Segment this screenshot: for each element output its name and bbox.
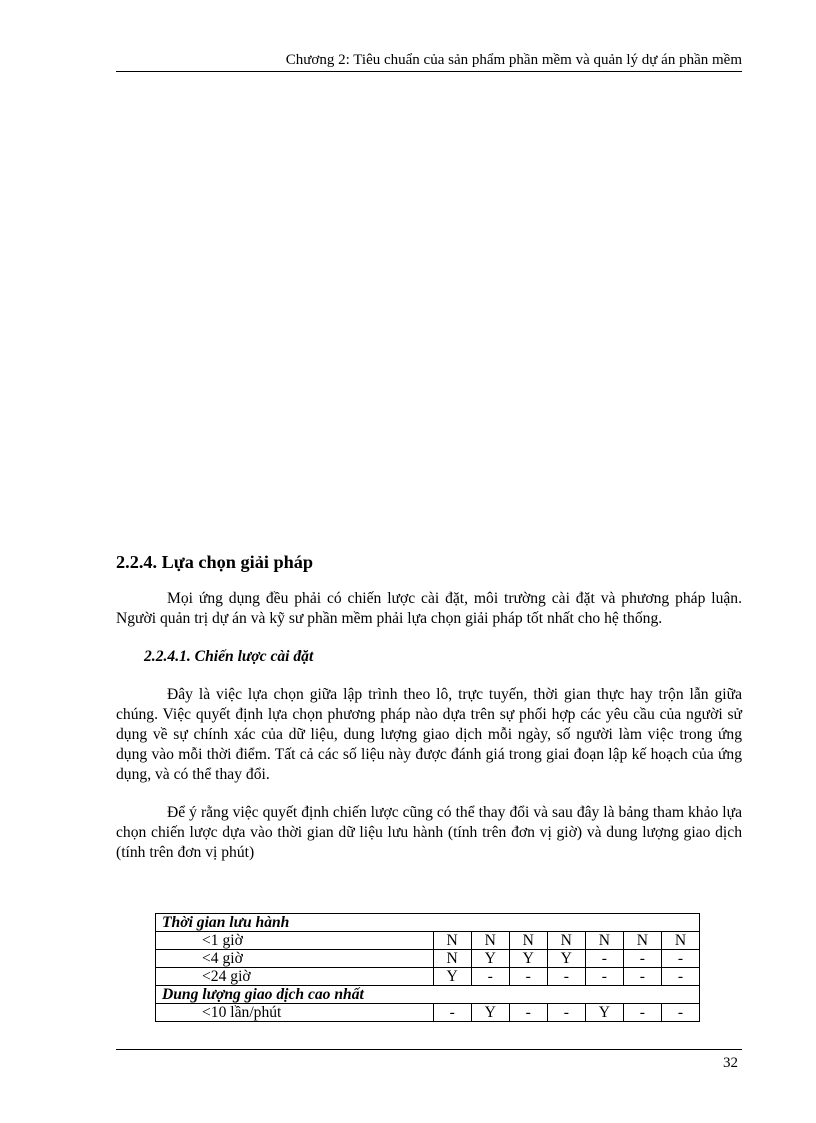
table-cell: -: [471, 968, 509, 986]
table-row: [156, 932, 700, 950]
table-cell: -: [585, 950, 623, 968]
table-cell: -: [661, 1004, 699, 1022]
table-cell: -: [547, 1004, 585, 1022]
intro-paragraph: Mọi ứng dụng đều phải có chiến lược cài đặt, môi trường cài đặt và phương pháp luận. Người quản trị dự án và kỹ sư phần mềm phải lựa chọn giải pháp tốt nhất cho hệ thống.: [116, 590, 742, 627]
table-cell: N: [585, 932, 623, 950]
table-cell: Y: [509, 950, 547, 968]
table-cell: N: [433, 950, 471, 968]
subsection-heading: 2.2.4.1. Chiến lược cài đặt: [144, 648, 314, 665]
table-cell: Y: [585, 1004, 623, 1022]
footer-divider: [116, 1049, 742, 1050]
table-cell: Y: [433, 968, 471, 986]
running-header: Chương 2: Tiêu chuẩn của sản phẩm phần mềm và quản lý dự án phần mềm: [285, 52, 742, 68]
table-cell: N: [623, 932, 661, 950]
row-label: <24 giờ: [156, 968, 434, 986]
table-cell: -: [585, 968, 623, 986]
table-row: [156, 968, 700, 986]
table-cell: Y: [471, 1004, 509, 1022]
row-label: <10 lần/phút: [156, 1004, 434, 1022]
table-cell: N: [661, 932, 699, 950]
strategy-table: [155, 913, 700, 1022]
group-label: Thời gian lưu hành: [156, 914, 700, 932]
table-cell: N: [433, 932, 471, 950]
table-row: [156, 1004, 700, 1022]
main-content: [116, 552, 742, 863]
table-row: [156, 950, 700, 968]
table-cell: -: [623, 1004, 661, 1022]
table-group-row: [156, 914, 700, 932]
table-cell: N: [471, 932, 509, 950]
body-paragraph-1: Đây là việc lựa chọn giữa lập trình theo lô, trực tuyến, thời gian thực hay trộn lẫn giữa chúng. Việc quyết định lựa chọn phương pháp nào dựa trên sự phối hợp các yêu cầu của người sử dụng về sự chính xác của dữ liệu, dung lượng giao dịch mỗi ngày, số người làm việc trong ứng dụng vào mỗi thời điểm. Tất cả các số liệu này được đánh giá trong giai đoạn lập kế hoạch của ứng dụng, và có thể thay đổi.: [116, 686, 742, 783]
table-cell: Y: [471, 950, 509, 968]
table-cell: -: [623, 968, 661, 986]
table-cell: N: [547, 932, 585, 950]
table-cell: -: [661, 950, 699, 968]
group-label: Dung lượng giao dịch cao nhất: [156, 986, 700, 1004]
table-cell: -: [661, 968, 699, 986]
table-cell: -: [433, 1004, 471, 1022]
table-group-row: [156, 986, 700, 1004]
table-cell: -: [547, 968, 585, 986]
table-cell: -: [623, 950, 661, 968]
page-number: 32: [723, 1055, 738, 1071]
header-divider: [116, 71, 742, 72]
section-heading: 2.2.4. Lựa chọn giải pháp: [116, 552, 314, 572]
row-label: <1 giờ: [156, 932, 434, 950]
body-paragraph-2: Để ý rằng việc quyết định chiến lược cũng có thể thay đổi và sau đây là bảng tham khảo lựa chọn chiến lược dựa vào thời gian dữ liệu lưu hành (tính trên đơn vị giờ) và dung lượng giao dịch (tính trên đơn vị phút): [116, 804, 742, 861]
table-cell: -: [509, 1004, 547, 1022]
row-label: <4 giờ: [156, 950, 434, 968]
table-cell: Y: [547, 950, 585, 968]
table-cell: N: [509, 932, 547, 950]
table-cell: -: [509, 968, 547, 986]
